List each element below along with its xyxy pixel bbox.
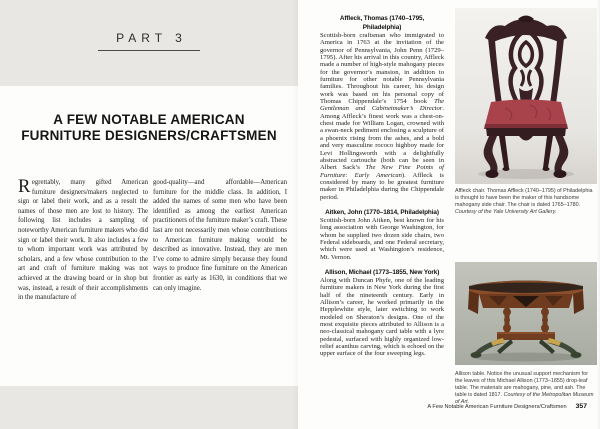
- page-footer: [427, 403, 587, 410]
- body-text: Scottish-born John Aitken, best known for his long association with George Washington, for whom he supplied two dozen side chairs, two Federal sideboards, and one Federal secretary, which were used at Washington’s residence, Mt. Vernon.: [320, 216, 444, 261]
- entry-heading: Allison, Michael (1773–1855, New York): [324, 268, 440, 276]
- entry-aitken: [320, 208, 444, 261]
- page-number: 357: [575, 403, 587, 410]
- chapter-title-line2: FURNITURE DESIGNERS/CRAFTSMEN: [21, 128, 277, 143]
- allison-table-photo: [455, 262, 597, 365]
- table-caption: [455, 371, 597, 406]
- running-title: A Few Notable American Furniture Designers/Craftsmen: [427, 404, 567, 410]
- chapter-title-line1: A FEW NOTABLE AMERICAN: [53, 112, 245, 127]
- caption-text: Allison table. Notice the unusual support mechanism for the leaves of this Michael Allison (1773–1855) drop-leaf table. The materials are mahogany, pine, and ash. The table is dated 1817.: [455, 371, 589, 398]
- intro-column-2: [153, 178, 287, 293]
- entry-body: [320, 277, 444, 358]
- caption-credit: Courtesy of the Yale University Art Gallery.: [455, 209, 557, 215]
- body-text: ). Affleck is considered by many to be greatest furniture maker in Philadelphia during the Chippendale period.: [320, 171, 444, 201]
- chair-illustration: [455, 8, 597, 184]
- caption-text: Affleck chair. Thomas Affleck (1740–1795) of Philadelphia is thought to have been the maker of this handsome mahogany side chair. The chair is dated 1765–1780.: [455, 188, 593, 208]
- entry-heading: Aitken, John (1770–1814, Philadelphia): [325, 208, 439, 216]
- chapter-title: [0, 112, 298, 144]
- entries-column: [320, 14, 444, 365]
- entry-affleck: [320, 14, 444, 201]
- intro-text-2: good-quality—and affordable—American furniture for the middle class. In addition, I added the names of some men who have been identified as among the earliest American practitioners of the furniture maker’s craft. These last are not necessarily men whose contributions to American furniture making would be described as innovative. Instead, they are men I’ve come to admire simply because they found ways to produce fine furniture on the American frontier as early as 1630, in conditions that we can only imagine.: [153, 179, 287, 292]
- intro-text-1: egrettably, many gifted American furniture designers/makers neglected to sign or label their work, and as a result the names of those men are lost to history. The following list includes a sampling of noteworthy American furniture makers who did sign or label their work. It also includes a few to whom important work was attributed by scholars, and a few whose contribution to the art and craft of furniture making was not achieved at the drawing board or in shop but was, instead, a result of their accomplishments in the manufacture of: [18, 179, 148, 302]
- entry-heading: Affleck, Thomas (1740–1795, Philadelphia): [339, 15, 425, 31]
- body-text: . Among Affleck’s finest work was a chest-on-chest made for William Logan, crowned with a swan-neck pediment enclosing a sculpture of a phoenix rising from the ashes, and a bold and very masculine rococo highboy made for Levi Hollingsworth with a delightfully abstracted cartouche (both can be seen in Albert Sack’s: [320, 105, 444, 172]
- chair-caption: [455, 188, 597, 216]
- body-text: Along with Duncan Phyfe, one of the leading furniture makers in New York during the first half of the nineteenth century. Early in Allison’s career, he worked primarily in the Hepplewhite style, later switching to work modeled on Sheraton’s designs. One of the most exquisite pieces attributed to Allison is a neo-classical mahogany card table with a lyre pedestal, surfaced with highly organized low-relief acanthus carving, which is echoed on the upper surface of the four sweeping legs.: [320, 276, 444, 358]
- right-page: [298, 0, 600, 429]
- book-title: The New Fine Points of Furniture: Early American: [320, 164, 444, 179]
- entry-body: [320, 217, 444, 261]
- entry-body: [320, 32, 444, 201]
- intro-column-1: [18, 178, 148, 303]
- caption-credit: Courtesy of the Metropolitan Museum of Art.: [455, 392, 594, 405]
- bottom-band: [0, 386, 298, 429]
- book-title: The Gentleman and Cabinetmaker’s Director: [320, 98, 444, 113]
- part-rule: [98, 50, 200, 51]
- body-text: Scottish-born craftsman who immigrated to America in 1763 at the invitation of the governor of Pennsylvania, John Penn (1729–1795). After his arrival in this country, Affleck made a number of high-style mahogany pieces for the governor’s mansion, in addition to furniture for other notable Pennsylvania families. Throughout his career, his design work was based on his personal copy of Thomas Chippendale’s 1754 book: [320, 32, 444, 106]
- part-label: PART 3: [116, 31, 187, 45]
- drop-cap: R: [18, 177, 31, 197]
- affleck-chair-photo: [455, 8, 597, 184]
- entry-allison: [320, 268, 444, 358]
- part-banner: [0, 0, 298, 86]
- left-page: [0, 0, 298, 429]
- table-illustration: [455, 262, 597, 365]
